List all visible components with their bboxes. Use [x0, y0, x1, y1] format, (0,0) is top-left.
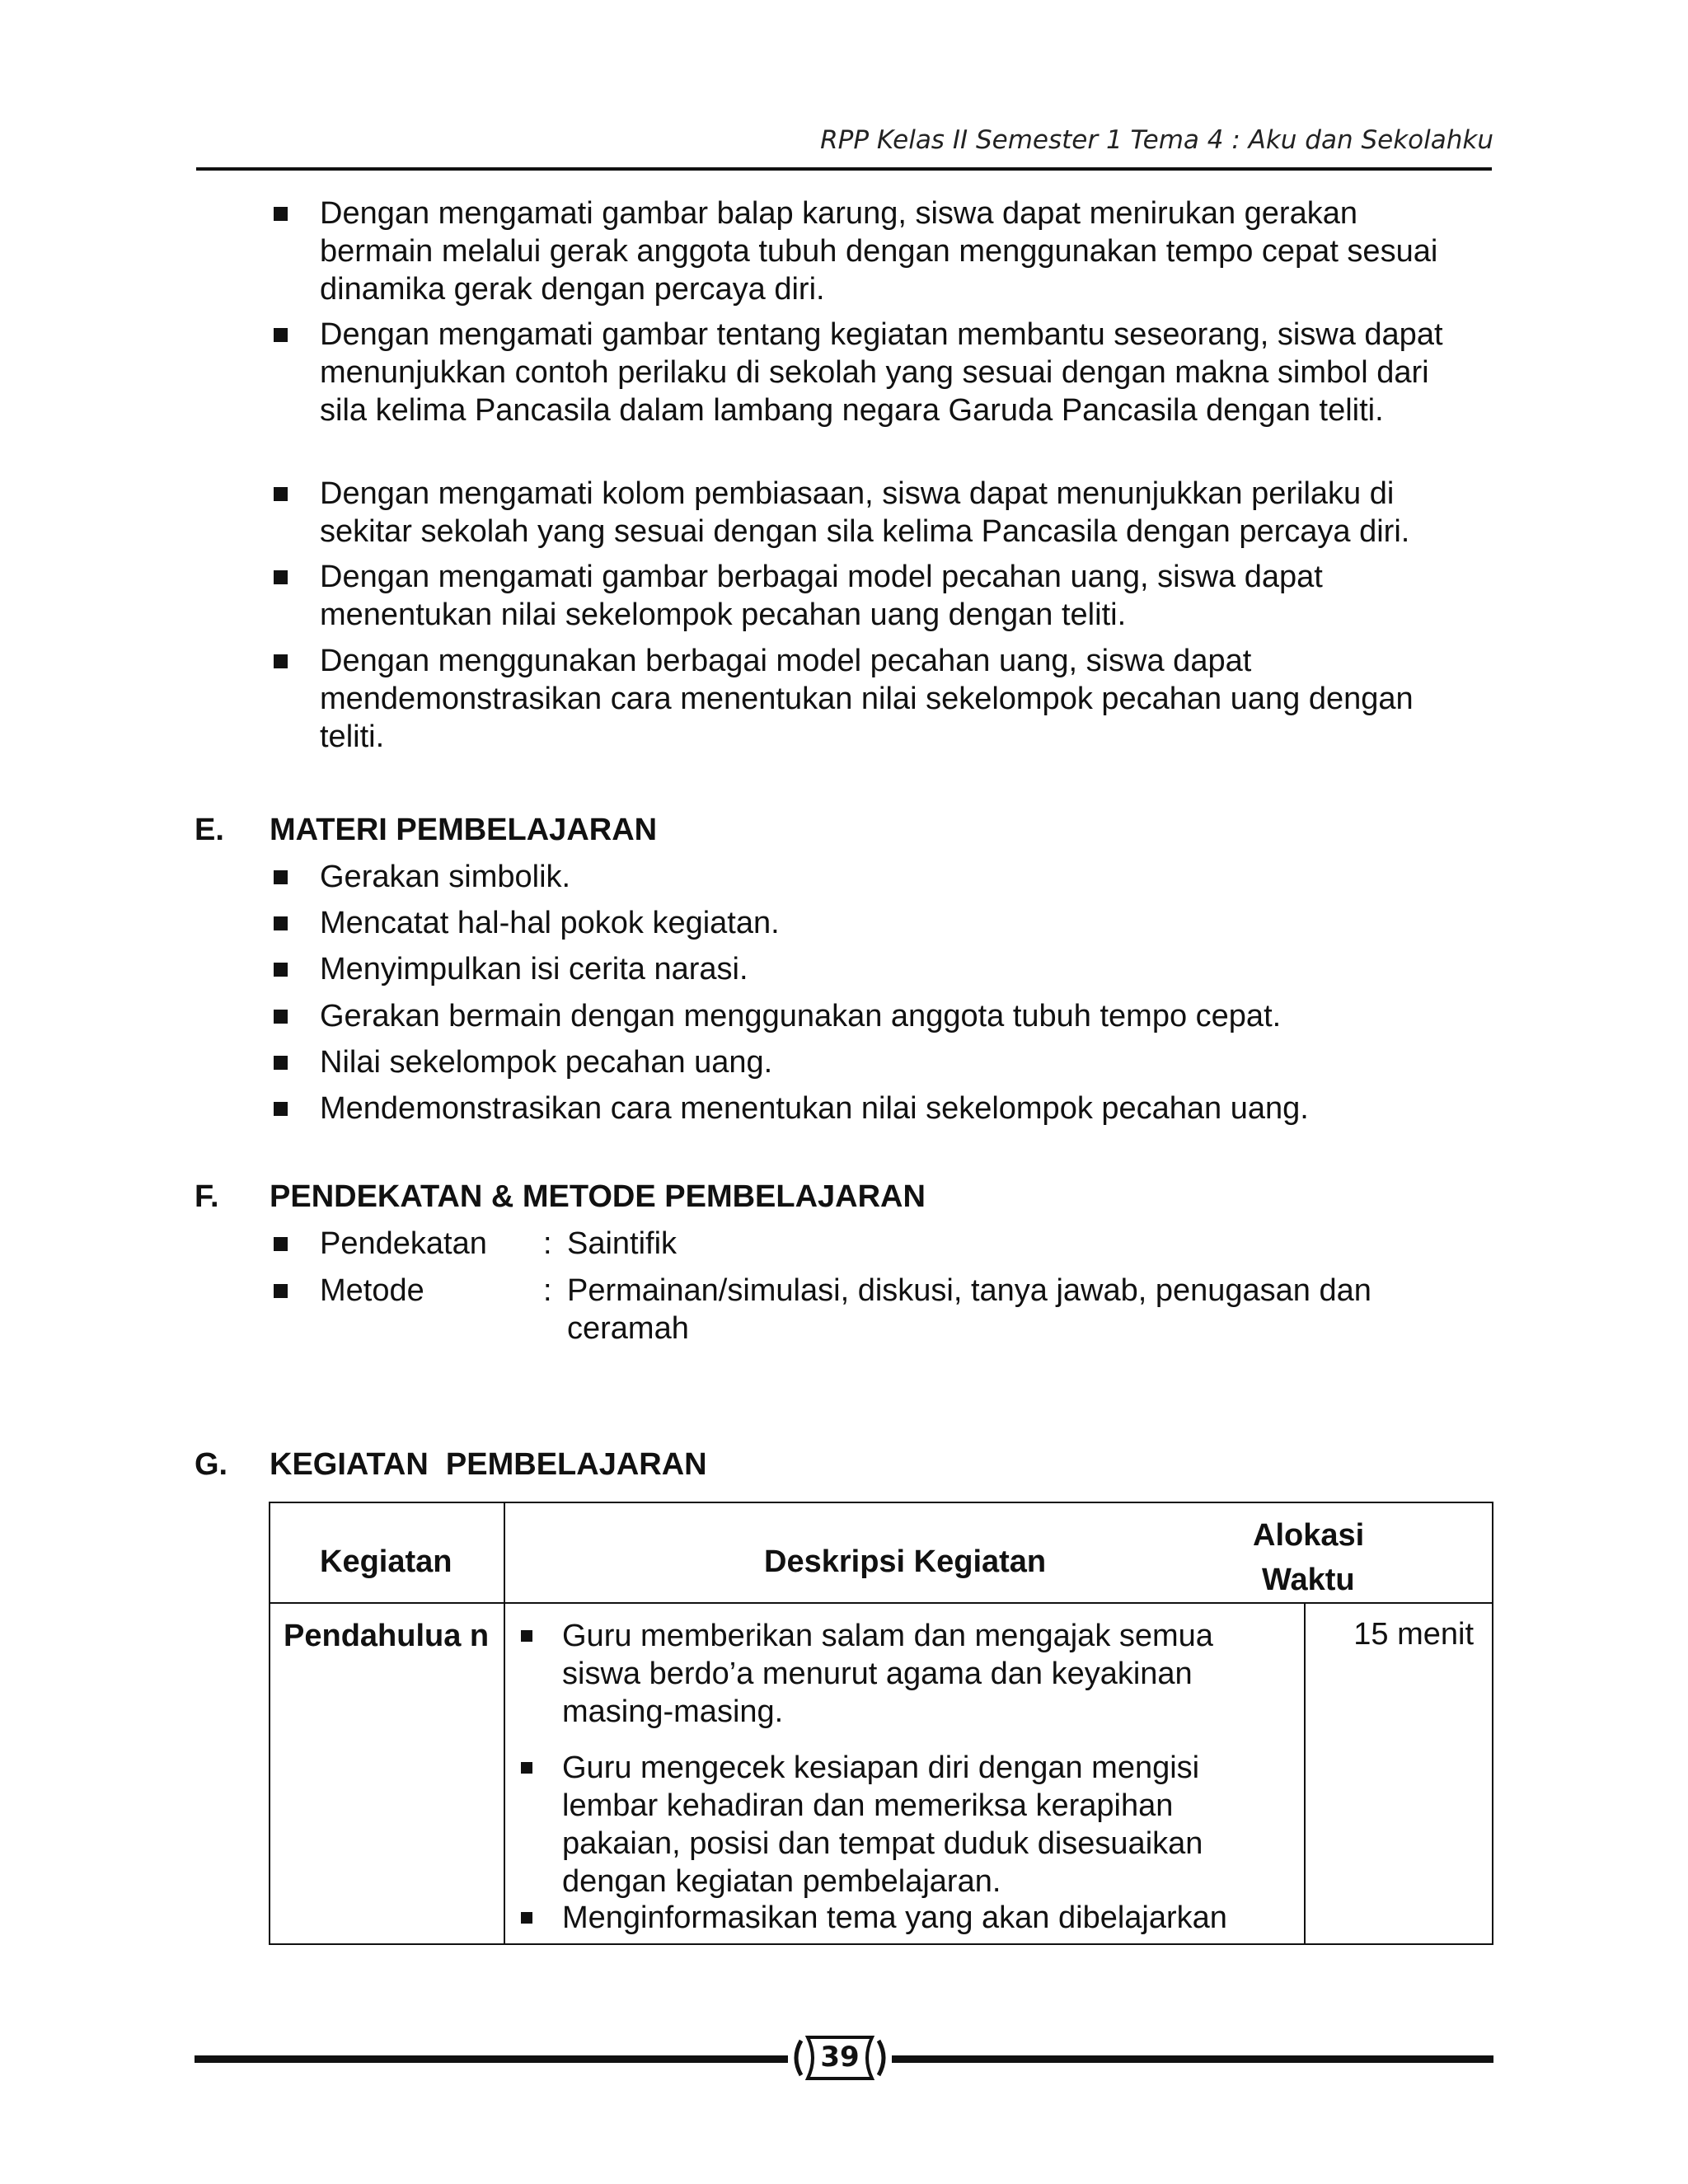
materi-item: Mencatat hal-hal pokok kegiatan. — [195, 904, 1497, 942]
page-number: 39 — [820, 2041, 860, 2074]
objective-item: Dengan mengamati gambar balap karung, siswa dapat menirukan gerakan bermain melalui gerak anggota tubuh dengan menggunakan tempo cepat sesuai dinamika gerak dengan percaya diri. — [195, 194, 1497, 308]
square-bullet-icon — [274, 570, 288, 584]
header-deskripsi: Deskripsi Kegiatan — [764, 1544, 1047, 1579]
running-header: RPP Kelas II Semester 1 Tema 4 : Aku dan Sekolahku — [820, 125, 1493, 155]
square-bullet-icon — [274, 870, 288, 884]
materi-item: Gerakan simbolik. — [195, 858, 1497, 896]
table-list-item: Menginformasikan tema yang akan dibelajarkan — [521, 1899, 1296, 1937]
header-divider — [196, 167, 1492, 171]
objective-item: Dengan menggunakan berbagai model pecahan uang, siswa dapat mendemonstrasikan cara menentukan nilai sekelompok pecahan uang dengan teliti. — [195, 642, 1497, 756]
square-bullet-icon — [274, 963, 288, 977]
square-bullet-icon — [274, 1010, 288, 1024]
square-bullet-icon — [274, 328, 288, 342]
table-column-divider — [1304, 1604, 1306, 1943]
square-bullet-icon — [274, 1237, 288, 1251]
materi-item: Nilai sekelompok pecahan uang. — [195, 1043, 1497, 1081]
materi-item: Gerakan bermain dengan menggunakan anggota tubuh tempo cepat. — [195, 997, 1497, 1035]
objective-item: Dengan mengamati gambar tentang kegiatan membantu seseorang, siswa dapat menunjukkan contoh perilaku di sekolah yang sesuai dengan makna simbol dari sila kelima Pancasila dalam lambang negara Garuda Pancasila dengan teliti. — [195, 316, 1497, 429]
square-bullet-icon — [274, 916, 288, 930]
square-bullet-icon — [274, 654, 288, 668]
objective-item: Dengan mengamati gambar berbagai model pecahan uang, siswa dapat menentukan nilai sekelompok pecahan uang dengan teliti. — [195, 558, 1497, 634]
header-waktu: Waktu — [1262, 1563, 1355, 1597]
square-bullet-icon — [521, 1762, 532, 1774]
square-bullet-icon — [274, 487, 288, 501]
objective-item: Dengan mengamati kolom pembiasaan, siswa dapat menunjukkan perilaku di sekitar sekolah yang sesuai dengan sila kelima Pancasila dengan percaya diri. — [195, 475, 1497, 551]
cell-pendahuluan: Pendahulua n — [284, 1619, 490, 1653]
square-bullet-icon — [274, 207, 288, 221]
materi-item: Menyimpulkan isi cerita narasi. — [195, 950, 1497, 988]
square-bullet-icon — [274, 1102, 288, 1116]
table-header-divider — [270, 1602, 1492, 1604]
header-alokasi: Alokasi — [1253, 1518, 1365, 1553]
table-list-item: Guru mengecek kesiapan diri dengan mengisi lembar kehadiran dan memeriksa kerapihan pakaian, posisi dan tempat duduk disesuaikan dengan kegiatan pembelajaran. — [521, 1749, 1296, 1900]
footer-rule-left — [195, 2055, 788, 2063]
table-list-item: Guru memberikan salam dan mengajak semua siswa berdo’a menurut agama dan keyakinan masing-masing. — [521, 1617, 1296, 1731]
square-bullet-icon — [521, 1630, 532, 1642]
square-bullet-icon — [274, 1284, 288, 1298]
footer-rule-right — [892, 2055, 1493, 2063]
square-bullet-icon — [274, 1056, 288, 1070]
table-column-divider — [504, 1503, 505, 1943]
materi-item: Mendemonstrasikan cara menentukan nilai sekelompok pecahan uang. — [195, 1090, 1497, 1127]
header-kegiatan: Kegiatan — [320, 1544, 452, 1579]
cell-waktu: 15 menit — [1353, 1617, 1474, 1652]
square-bullet-icon — [521, 1912, 532, 1924]
kegiatan-table — [269, 1502, 1493, 1945]
